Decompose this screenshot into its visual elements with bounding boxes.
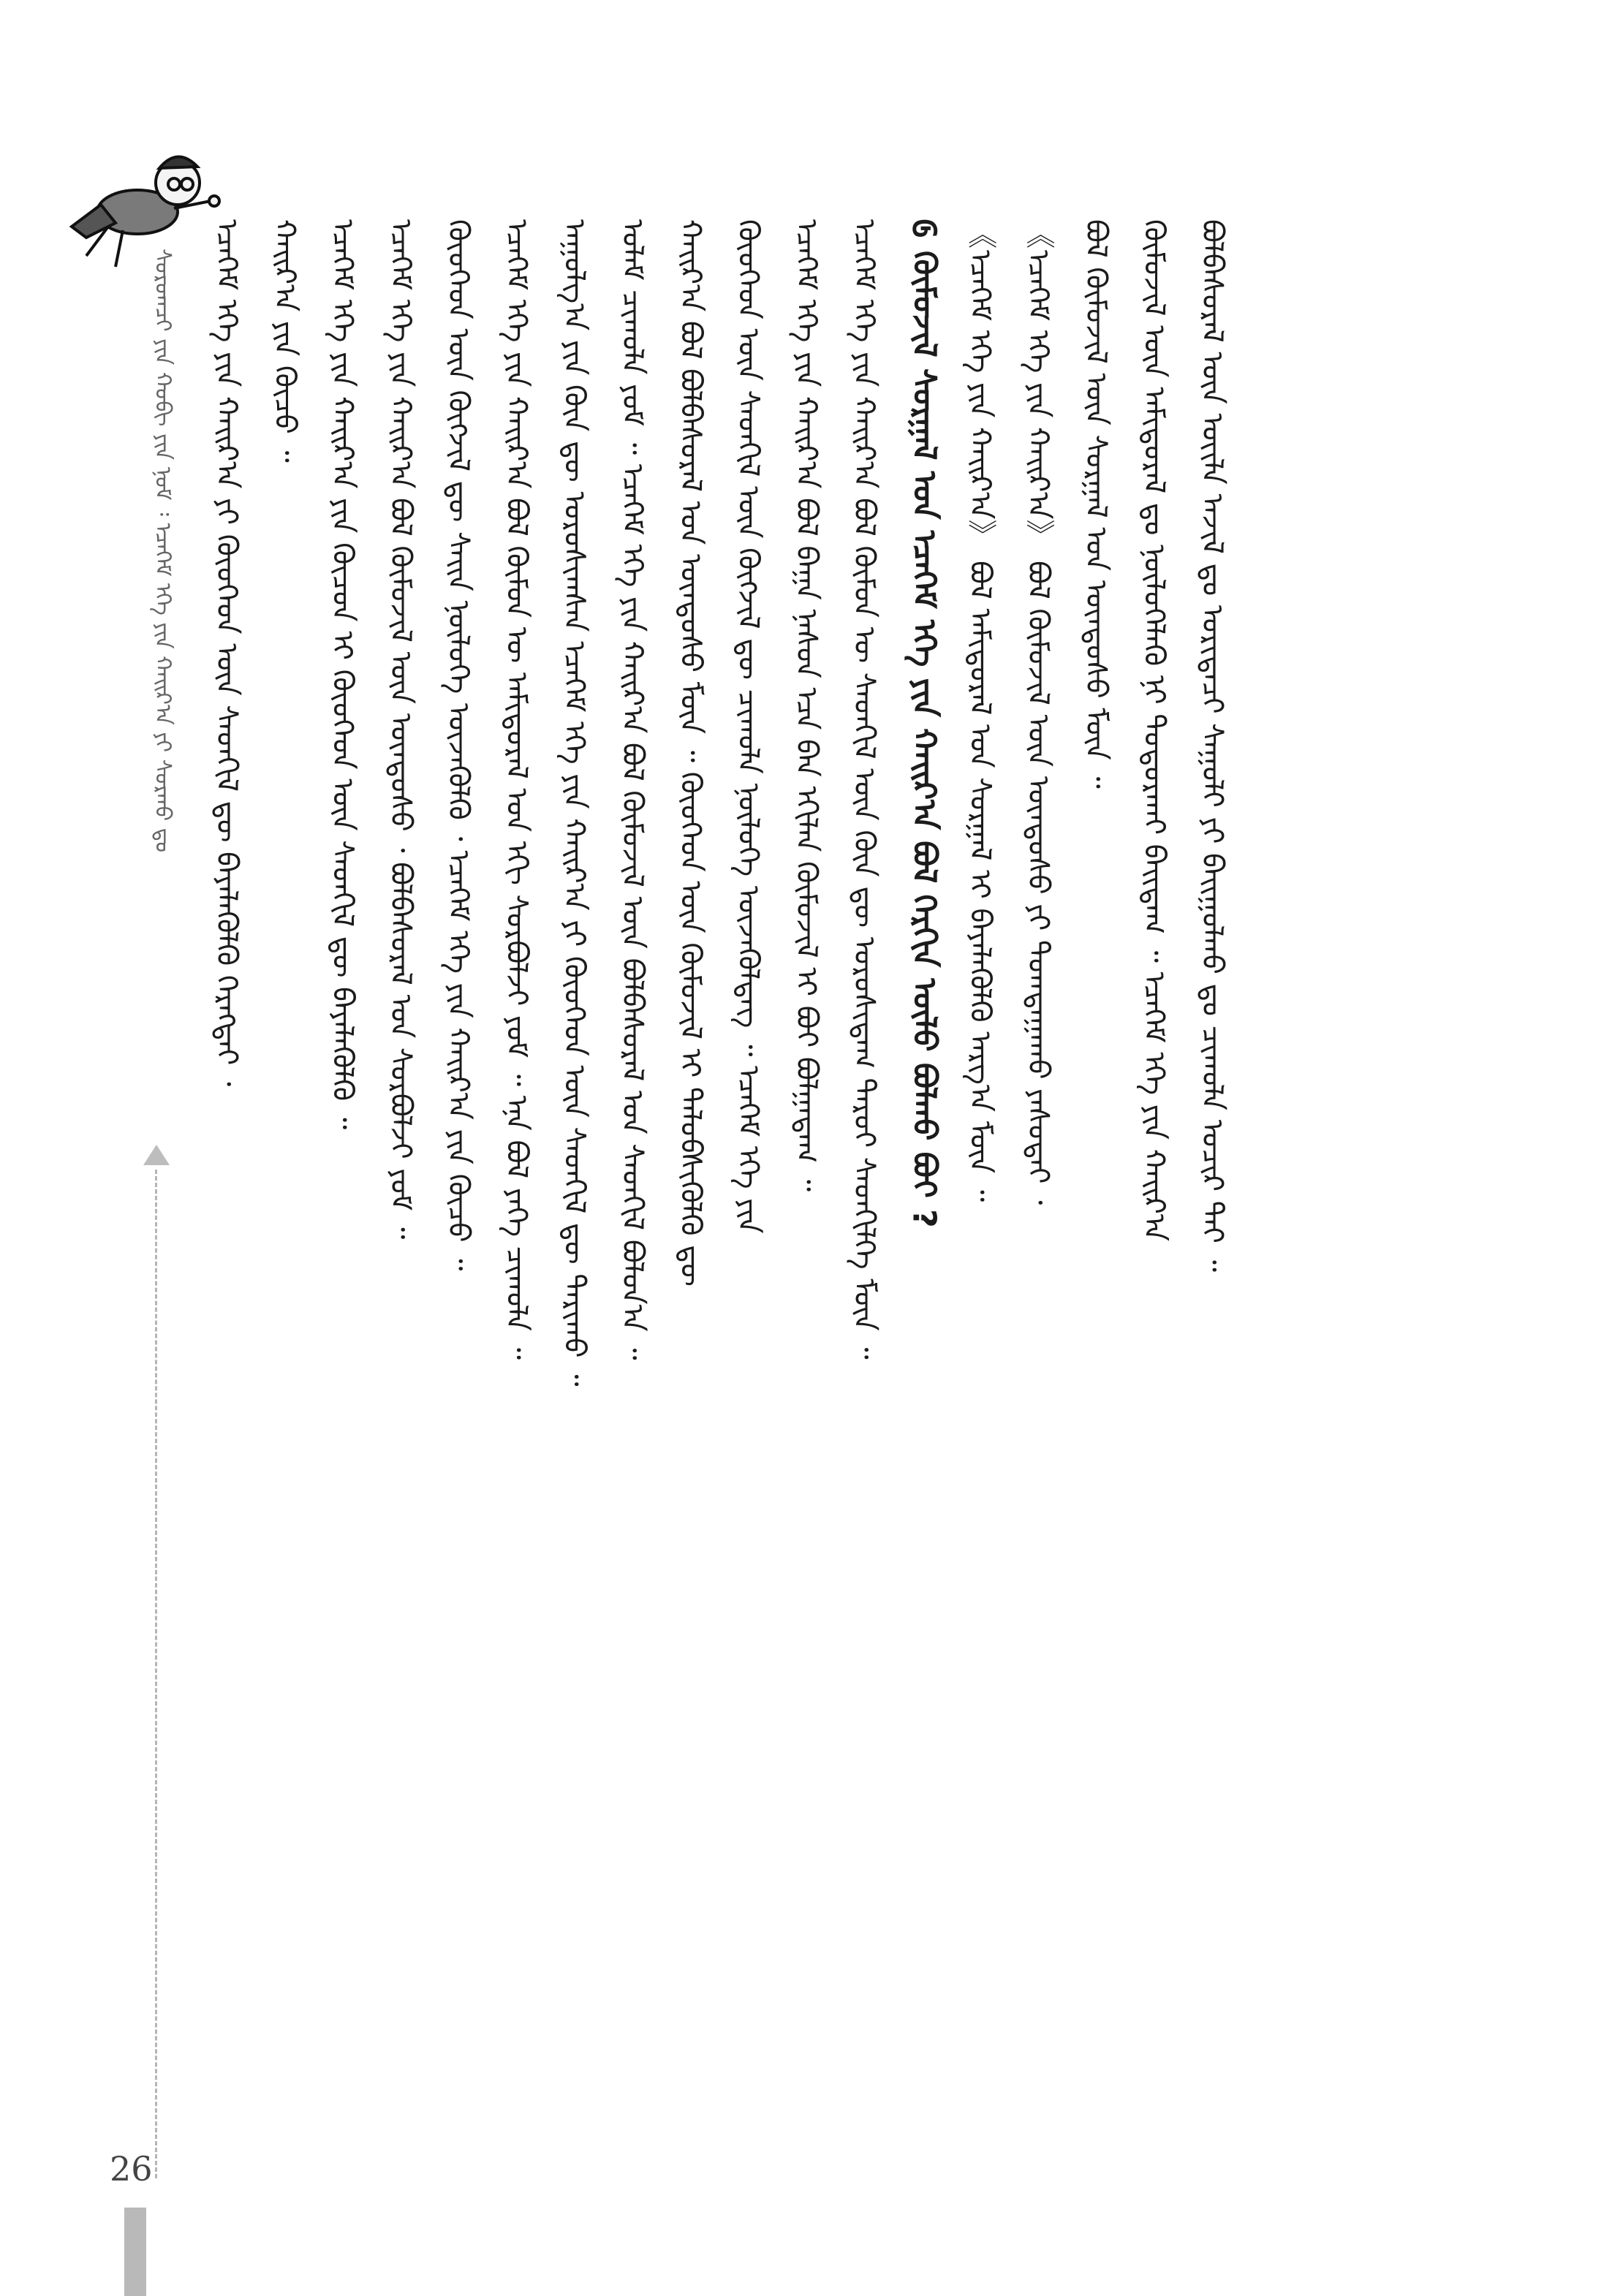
page-number: 26: [110, 2149, 153, 2189]
text-column: ᠡᠴᠡᠭᠡᠮ ᠡᠬᠡ ᠶᠢᠨ ᠬᠠᠢᠷ᠎ᠠ ᠪᠣᠯ ᠬᠦᠮᠦᠵᠢᠯ ᠦᠨ ᠦᠨᠳᠦᠰᠦ ᠂ ᠪᠣᠯᠪᠠᠰᠤᠷᠠᠯ ᠤᠨ ᠰᠤᠷᠪᠤᠯᠵᠢ ᠶᠤᠮ ᠃: [383, 219, 417, 1240]
text-column: ᠤᠯᠠᠮ ᠴᠢᠬᠤᠯᠠ ᠶᠤᠮ ᠃ ᠡᠴᠡᠭᠡᠮ ᠡᠬᠡ ᠶᠢᠨ ᠬᠠᠢᠷ᠎ᠠ ᠪᠣᠯ ᠬᠦᠮᠦᠵᠢᠯ ᠦᠨ ᠪᠣᠯᠪᠠᠰᠤᠷᠠᠯ ᠤᠨ ᠰᠡᠳᠬᠢᠯ ᠪᠣᠯᠤᠨ᠎ᠠ ᠃: [615, 219, 649, 1360]
body-text: [212, 219, 1236, 2091]
section-heading: ᠖ ᠬᠦᠮᠦᠵᠢᠯ ᠰᠤᠷᠭᠠᠯ ᠤᠨ ᠡᠴᠡᠭᠡᠮ ᠡᠬᠡ ᠶᠢᠨ ᠬᠠᠢᠷ᠎ᠠ ᠪᠣᠯ ᠬᠡᠷᠬᠢᠨ ᠦᠯᠦ ᠪᠣᠯᠬᠤ ᠪᠤᠢ ?: [905, 219, 943, 1228]
side-tab-bar: [124, 2208, 146, 2296]
text-column: 《ᠡᠴᠡᠭᠡᠮ ᠡᠬᠡ ᠶᠢᠨ ᠬᠠᠢᠷ᠎ᠠ》 ᠪᠣᠯ ᠠᠮᠢᠳᠤᠷᠠᠯ ᠤᠨ ᠰᠤᠷᠭᠠᠯ ᠢ ᠪᠡᠶᠡᠯᠡᠭᠦᠯᠬᠦ ᠠᠷᠭ᠎ᠠ ᠮᠥᠨ ᠃: [963, 219, 997, 1202]
dashed-divider: [155, 1170, 157, 2178]
text-column: ᠡᠴᠡᠭᠡᠮ ᠡᠬᠡ ᠶᠢᠨ ᠬᠠᠢᠷ᠎ᠠ ᠶᠢᠨ ᠬᠦᠴᠦᠨ ᠢ ᠬᠦᠦᠬᠡᠳ ᠦᠨ ᠰᠡᠳᠬᠢᠯ ᠳᠦ ᠪᠡᠶᠡᠯᠡᠭᠦᠯᠬᠦ ᠃: [325, 219, 360, 1130]
text-column: ᠬᠠᠢᠷ᠎ᠠ ᠪᠣᠯ ᠪᠣᠯᠪᠠᠰᠤᠷᠠᠯ ᠤᠨ ᠦᠨᠳᠦᠰᠦ ᠮᠥᠨ ᠃ ᠬᠦᠦᠬᠡᠳ ᠦᠨ ᠬᠥᠮᠦᠵᠢᠯ ᠢ ᠲᠡᠯᠦᠪᠰᠢᠭᠦᠯᠬᠦ ᠳᠦ: [673, 219, 708, 1287]
text-column: ᠪᠣᠯᠪᠠᠰᠤᠷᠠᠯ ᠦᠨ ᠦᠢᠯᠡ ᠠᠵᠢᠯ ᠳᠤ ᠤᠷᠢᠳᠠᠴᠢ ᠰᠠᠭᠤᠯᠢ ᠶᠢ ᠪᠠᠢᠭᠤᠯᠬᠤ ᠳᠤ ᠴᠢᠬᠤᠯᠠ ᠤᠴᠢᠷ ᠲᠠᠢ ᠃: [1195, 219, 1229, 1273]
text-column: ᠡᠴᠡᠭᠡᠮ ᠡᠬᠡ ᠶᠢᠨ ᠬᠠᠢᠷ᠎ᠠ ᠪᠣᠯ ᠪᠠᠭᠠ ᠨᠠᠰᠤᠨ ᠡᠴᠡ ᠪᠡᠨ ᠡᠬᠢᠯᠡᠨ ᠬᠥᠮᠦᠵᠢᠯ ᠢ ᠪᠤᠢ ᠪᠣᠯᠭᠠᠳᠠᠭ ᠃: [789, 219, 823, 1192]
running-head: ᠰᠤᠷᠤᠭᠴᠢ ᠶᠢᠨ ᠬᠤᠪᠢ ᠶᠢᠨ ᠨᠣᠮ ᠄ ᠡᠴᠡᠭᠡᠮ ᠡᠬᠡ ᠶᠢᠨ ᠬᠠᠢᠷ᠎ᠠ ᠶᠢ ᠰᠤᠷᠬᠤ ᠳᠤ: [150, 249, 175, 853]
text-column: 《ᠡᠴᠡᠭᠡᠮ ᠡᠬᠡ ᠶᠢᠨ ᠬᠠᠢᠷ᠎ᠠ》 ᠪᠣᠯ ᠬᠦᠮᠦᠵᠢᠯ ᠦᠨ ᠦᠨᠳᠦᠰᠦ ᠶᠢ ᠲᠣᠭᠲᠠᠭᠠᠬᠤ ᠶᠠᠰᠤᠲᠠᠢ ᠂: [1021, 219, 1055, 1205]
text-column: ᠠᠭᠤᠯᠭ᠎ᠠ ᠶᠢᠨ ᠭᠦᠨ ᠳᠦ ᠣᠷᠣᠰᠢᠭᠰᠠᠨ ᠡᠴᠡᠭᠡᠮ ᠡᠬᠡ ᠶᠢᠨ ᠬᠠᠢᠷ᠎ᠠ ᠶᠢ ᠬᠦᠦᠬᠡᠳ ᠦᠨ ᠰᠡᠳᠬᠢᠯ ᠳᠦ ᠲᠠᠷᠢᠬᠤ ᠃: [557, 219, 591, 1387]
text-column: ᠬᠦᠦᠬᠡᠳ ᠦᠨ ᠬᠥᠭᠵᠢᠯ ᠳᠦ ᠰᠠᠢᠨ ᠨᠥᠯᠦᠭᠡ ᠦᠵᠡᠭᠦᠯᠬᠦ ᠂ ᠡᠴᠡᠭᠡᠮ ᠡᠬᠡ ᠶᠢᠨ ᠬᠠᠢᠷ᠎ᠠ ᠶᠢᠨ ᠬᠦᠴᠦ ᠃: [442, 219, 476, 1271]
text-column: ᠬᠠᠢᠷ᠎ᠠ ᠶᠢᠨ ᠬᠦᠴᠦ ᠃: [268, 219, 302, 463]
triangle-marker-icon: [143, 1145, 170, 1165]
text-column: ᠡᠴᠡᠭᠡᠮ ᠡᠬᠡ ᠶᠢᠨ ᠬᠠᠢᠷ᠎ᠠ ᠪᠣᠯ ᠬᠥᠮᠦᠨ ᠦ ᠠᠮᠢᠳᠤᠷᠠᠯ ᠤᠨ ᠡᠬᠢ ᠰᠤᠷᠪᠤᠯᠵᠢ ᠶᠤᠮ ᠃ ᠡᠨᠡ ᠪᠣᠯ ᠶᠡᠬᠡ ᠴᠢᠬᠤᠯᠠ ᠃: [499, 219, 534, 1360]
text-column: ᠬᠦᠦᠬᠡᠳ ᠦᠨ ᠰᠡᠳᠬᠢᠯ ᠦᠨ ᠬᠥᠭᠵᠢᠯ ᠳᠦ ᠴᠢᠬᠤᠯᠠ ᠨᠥᠯᠦᠭᠡ ᠦᠵᠡᠭᠦᠯᠳᠡᠭ ᠃ ᠡᠴᠡᠭᠡᠮ ᠡᠬᠡ ᠶᠢᠨ: [731, 219, 765, 1234]
text-column: ᠪᠣᠯ ᠬᠦᠮᠦᠵᠢᠯ ᠦᠨ ᠰᠤᠷᠭᠠᠯ ᠤᠨ ᠦᠨᠳᠦᠰᠦ ᠮᠥᠨ ᠃: [1079, 219, 1113, 789]
text-column: ᠡᠴᠡᠭᠡᠮ ᠡᠬᠡ ᠶᠢᠨ ᠬᠠᠢᠷ᠎ᠠ ᠶᠢ ᠬᠦᠦᠬᠡᠳ ᠦᠨ ᠰᠡᠳᠬᠢᠯ ᠳᠦ ᠪᠡᠶᠡᠯᠡᠭᠦᠯᠬᠦ ᠬᠡᠷᠡᠭᠲᠡᠢ ᠂: [210, 219, 243, 1087]
text-column: ᠬᠦᠮᠦᠵᠢᠯ ᠦᠨ ᠠᠮᠢᠳᠤᠷᠠᠯ ᠳᠤ ᠨᠥᠯᠦᠭᠡᠯᠡᠬᠦ ᠨᠢ ᠲᠣᠳᠤᠷᠬᠠᠢ ᠪᠠᠢᠳᠠᠭ ᠃ ᠡᠴᠡᠭᠡᠮ ᠡᠬᠡ ᠶᠢᠨ ᠬᠠᠢᠷ᠎ᠠ: [1137, 219, 1171, 1242]
text-column: ᠡᠴᠡᠭᠡᠮ ᠡᠬᠡ ᠶᠢᠨ ᠬᠠᠢᠷ᠎ᠠ ᠪᠣᠯ ᠬᠥᠮᠦᠨ ᠦ ᠰᠡᠳᠬᠢᠯ ᠦᠨ ᠭᠦᠨ ᠳᠦ ᠣᠷᠣᠰᠢᠳᠠᠭ ᠳᠠᠷᠤᠢ ᠰᠡᠳᠬᠢᠯᠭᠡ ᠮᠥᠨ ᠃: [847, 219, 882, 1360]
